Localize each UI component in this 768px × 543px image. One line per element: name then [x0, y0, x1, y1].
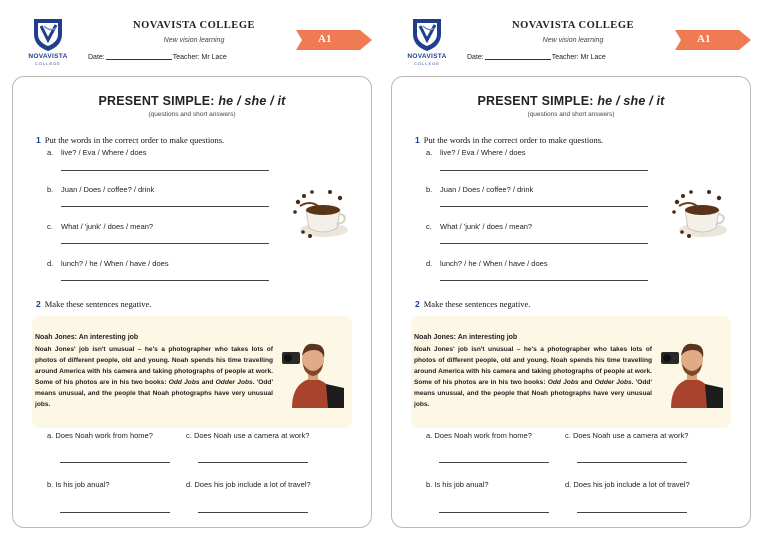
ex2-question-c: c. Does Noah use a camera at work?	[186, 431, 310, 440]
answer-line[interactable]	[61, 243, 269, 244]
answer-line[interactable]	[577, 462, 687, 463]
ex2-question-d: d. Does his job include a lot of travel?	[186, 480, 311, 489]
arrow-banner-icon	[675, 30, 751, 50]
ex1-item-a: a. live? / Eva / Where / does	[47, 148, 147, 157]
answer-line[interactable]	[577, 512, 687, 513]
coffee-cup-icon	[290, 186, 352, 242]
logo-sub: COLLEGE	[35, 61, 61, 66]
answer-line[interactable]	[60, 512, 170, 513]
ex2-question-d: d. Does his job include a lot of travel?	[565, 480, 690, 489]
date-teacher-line	[467, 54, 606, 61]
coffee-cup-icon	[669, 186, 731, 242]
teacher-label: Teacher: Mr Lace	[172, 54, 227, 61]
level-badge	[675, 30, 751, 50]
worksheet-title	[0, 94, 384, 108]
answer-line[interactable]	[61, 280, 269, 281]
exercise-instruction: Put the words in the correct order to make questions.	[44, 135, 225, 145]
exercise-1-heading	[415, 135, 603, 145]
answer-line[interactable]	[440, 280, 648, 281]
answer-line[interactable]	[61, 170, 269, 171]
worksheet-subtitle: (questions and short answers)	[527, 111, 615, 118]
exercise-instruction: Put the words in the correct order to make questions.	[423, 135, 604, 145]
exercise-number: 2	[36, 299, 41, 309]
title-plain: PRESENT SIMPLE:	[98, 94, 219, 108]
shield-icon	[411, 16, 443, 52]
reading-text: Noah Jones' job isn't unusual – he's a photographer who takes lots of photos of different people, old and young. Noah spends his time travelling around America with his camera and taking photographs of people at work. Some of his photos are in his two books: Odd Jobs and Odder Jobs. 'Odd' means unusual, and the people that Noah photographs have very unusual jobs.	[414, 346, 653, 408]
title-plain: PRESENT SIMPLE:	[477, 94, 598, 108]
college-motto: New vision learning	[163, 37, 225, 44]
ex2-question-a: a. Does Noah work from home?	[426, 431, 532, 440]
date-blank[interactable]	[485, 59, 551, 60]
reading-title: Noah Jones: An interesting job	[35, 334, 139, 341]
answer-line[interactable]	[440, 243, 648, 244]
answer-line[interactable]	[61, 206, 269, 207]
exercise-number: 2	[415, 299, 420, 309]
college-logo	[403, 16, 451, 66]
ex1-item-c: c. What / 'junk' / does / mean?	[426, 222, 533, 231]
ex2-question-b: b. Is his job anual?	[47, 480, 110, 489]
answer-line[interactable]	[439, 462, 549, 463]
exercise-number: 1	[415, 135, 420, 145]
college-name: NOVAVISTA COLLEGE	[511, 20, 634, 31]
ex2-question-c: c. Does Noah use a camera at work?	[565, 431, 689, 440]
answer-line[interactable]	[439, 512, 549, 513]
exercise-2-heading	[415, 299, 530, 309]
teacher-label: Teacher: Mr Lace	[551, 54, 606, 61]
ex1-item-c: c. What / 'junk' / does / mean?	[47, 222, 154, 231]
date-teacher-line	[88, 54, 227, 61]
answer-line[interactable]	[440, 206, 648, 207]
college-name: NOVAVISTA COLLEGE	[132, 20, 255, 31]
worksheet-page-right	[379, 0, 763, 543]
ex1-item-d: d. lunch? / he / When / have / does	[426, 259, 548, 268]
logo-name: NOVAVISTA	[28, 53, 68, 60]
answer-line[interactable]	[440, 170, 648, 171]
level-label: A1	[697, 33, 711, 45]
date-blank[interactable]	[106, 59, 172, 60]
ex1-item-a: a. live? / Eva / Where / does	[426, 148, 526, 157]
title-italic: he / she / it	[218, 94, 286, 108]
logo-sub: COLLEGE	[414, 61, 440, 66]
logo-name: NOVAVISTA	[407, 53, 447, 60]
ex1-item-d: d. lunch? / he / When / have / does	[47, 259, 169, 268]
college-logo	[24, 16, 72, 66]
answer-line[interactable]	[60, 462, 170, 463]
date-label: Date:	[88, 54, 105, 61]
exercise-instruction: Make these sentences negative.	[423, 299, 531, 309]
exercise-instruction: Make these sentences negative.	[44, 299, 152, 309]
level-label: A1	[318, 33, 332, 45]
exercise-number: 1	[36, 135, 41, 145]
arrow-banner-icon	[296, 30, 372, 50]
college-motto: New vision learning	[542, 37, 604, 44]
title-italic: he / she / it	[597, 94, 665, 108]
photographer-image	[657, 334, 727, 408]
reading-title: Noah Jones: An interesting job	[414, 334, 518, 341]
reading-text: Noah Jones' job isn't unusual – he's a photographer who takes lots of photos of different people, old and young. Noah spends his time travelling around America with his camera and taking photographs of people at work. Some of his photos are in his two books: Odd Jobs and Odder Jobs. 'Odd' means unusual, and the people that Noah photographs have very unusual jobs.	[35, 346, 274, 408]
worksheet-subtitle: (questions and short answers)	[148, 111, 236, 118]
shield-icon	[32, 16, 64, 52]
exercise-2-heading	[36, 299, 151, 309]
ex2-question-a: a. Does Noah work from home?	[47, 431, 153, 440]
ex2-question-b: b. Is his job anual?	[426, 480, 489, 489]
ex1-item-b: b. Juan / Does / coffee? / drink	[47, 185, 155, 194]
answer-line[interactable]	[198, 512, 308, 513]
date-label: Date:	[467, 54, 484, 61]
exercise-1-heading	[36, 135, 224, 145]
ex1-item-b: b. Juan / Does / coffee? / drink	[426, 185, 534, 194]
answer-line[interactable]	[198, 462, 308, 463]
photographer-image	[278, 334, 348, 408]
level-badge	[296, 30, 372, 50]
worksheet-title	[379, 94, 763, 108]
